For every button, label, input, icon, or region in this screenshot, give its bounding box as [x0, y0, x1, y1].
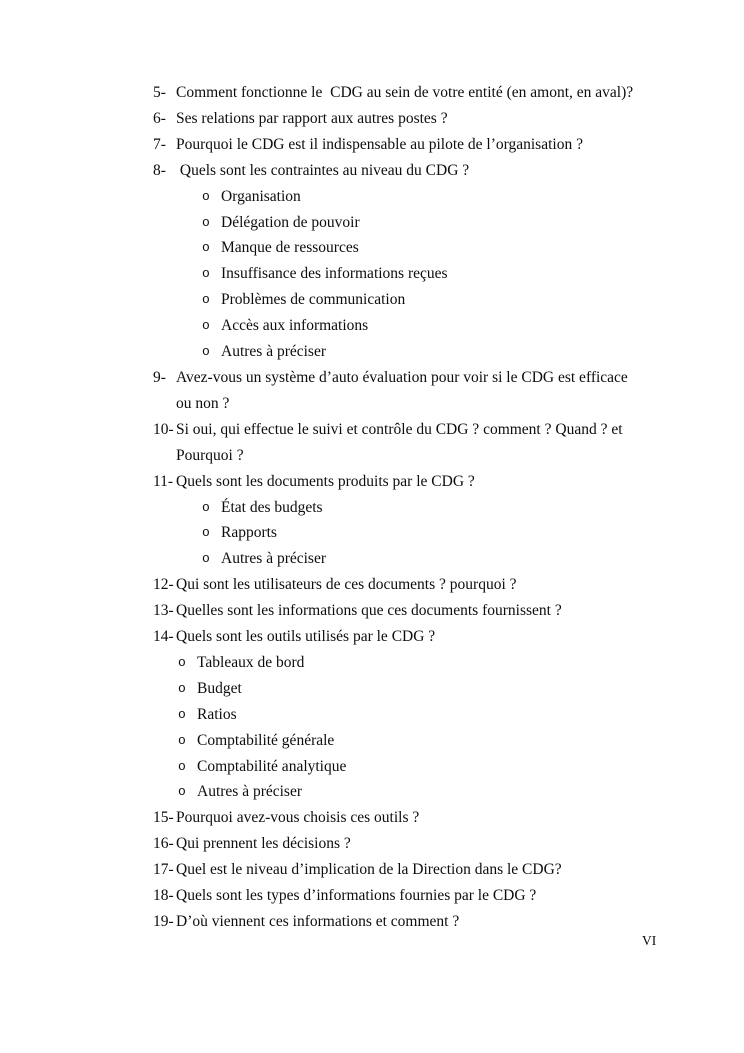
- option-item: [202, 210, 635, 236]
- question-item-18: [153, 883, 635, 909]
- option-item: [178, 676, 635, 702]
- question-number: 12-: [153, 576, 174, 594]
- option-text: Tableaux de bord: [197, 653, 305, 671]
- circle-bullet-icon: o: [202, 344, 210, 360]
- option-text: Délégation de pouvoir: [221, 213, 360, 231]
- question-text: Qui sont les utilisateurs de ces documents ? pourquoi ?: [176, 576, 517, 594]
- question-text: Comment fonctionne le CDG au sein de votre entité (en amont, en aval)?: [176, 84, 634, 101]
- question-number: 18-: [153, 887, 174, 905]
- option-text: Ratios: [197, 705, 237, 723]
- question-number: 14-: [153, 628, 174, 646]
- circle-bullet-icon: o: [202, 266, 210, 282]
- option-text: Comptabilité générale: [197, 731, 335, 749]
- option-text: Rapports: [221, 524, 277, 542]
- questionnaire-list: [153, 80, 635, 935]
- page-number: VI: [642, 933, 657, 948]
- option-text: Autres à préciser: [221, 343, 327, 361]
- option-item: [178, 728, 635, 754]
- question-number: 5-: [153, 84, 166, 101]
- circle-bullet-icon: o: [202, 214, 210, 230]
- option-item: [202, 495, 635, 521]
- question-item-9: [153, 365, 635, 417]
- circle-bullet-icon: o: [178, 732, 186, 748]
- question-text: D’où viennent ces informations et comment ?: [176, 913, 460, 930]
- option-item: [202, 313, 635, 339]
- question-number: 7-: [153, 135, 166, 153]
- question-item-7: [153, 132, 635, 158]
- question-item-13: [153, 598, 635, 624]
- question-text: Qui prennent les décisions ?: [176, 835, 351, 853]
- question-text: Quels sont les outils utilisés par le CDG ?: [176, 628, 436, 646]
- option-text: État des budgets: [221, 498, 323, 516]
- question-item-16: [153, 831, 635, 857]
- option-text: Autres à préciser: [221, 550, 327, 568]
- option-item: [178, 779, 635, 805]
- option-item: [202, 520, 635, 546]
- question-number: 16-: [153, 835, 174, 853]
- question-number: 8-: [153, 161, 166, 179]
- question-item-11: [153, 469, 635, 495]
- circle-bullet-icon: o: [178, 654, 186, 670]
- option-item: [178, 702, 635, 728]
- circle-bullet-icon: o: [202, 551, 210, 567]
- question-item-19: [153, 909, 635, 935]
- question-text: Pourquoi avez-vous choisis ces outils ?: [176, 809, 420, 827]
- circle-bullet-icon: o: [202, 499, 210, 515]
- option-text: Comptabilité analytique: [197, 757, 347, 775]
- circle-bullet-icon: o: [178, 784, 186, 800]
- question-item-10: [153, 417, 635, 469]
- option-item: [202, 287, 635, 313]
- circle-bullet-icon: o: [202, 525, 210, 541]
- question-item-12: [153, 572, 635, 598]
- question-text: Si oui, qui effectue le suivi et contrôle du CDG ? comment ? Quand ? et Pourquoi ?: [176, 420, 627, 464]
- circle-bullet-icon: o: [178, 680, 186, 696]
- option-list-q14: [178, 650, 635, 805]
- question-item-6: [153, 106, 635, 132]
- option-list-q8: [202, 184, 635, 365]
- question-item-5: [153, 80, 635, 106]
- question-number: 17-: [153, 861, 174, 879]
- question-text: Quelles sont les informations que ces documents fournissent ?: [176, 602, 562, 620]
- option-text: Insuffisance des informations reçues: [221, 265, 448, 283]
- question-item-14: [153, 624, 635, 650]
- question-number: 13-: [153, 602, 174, 620]
- question-text: Quels sont les documents produits par le CDG ?: [176, 472, 475, 490]
- option-item: [202, 546, 635, 572]
- question-text: Quels sont les types d’informations fournies par le CDG ?: [176, 887, 537, 905]
- option-item: [178, 650, 635, 676]
- question-text: Pourquoi le CDG est il indispensable au pilote de l’organisation ?: [176, 135, 583, 153]
- question-text: Quels sont les contraintes au niveau du CDG ?: [176, 161, 470, 179]
- question-text: Avez-vous un système d’auto évaluation pour voir si le CDG est efficace ou non ?: [176, 368, 632, 412]
- circle-bullet-icon: o: [178, 758, 186, 774]
- option-item: [202, 261, 635, 287]
- question-text: Quel est le niveau d’implication de la Direction dans le CDG?: [176, 861, 562, 879]
- circle-bullet-icon: o: [202, 240, 210, 256]
- option-text: Organisation: [221, 187, 301, 205]
- circle-bullet-icon: o: [178, 706, 186, 722]
- option-item: [202, 184, 635, 210]
- option-item: [178, 754, 635, 780]
- option-item: [202, 235, 635, 261]
- question-item-8: [153, 158, 635, 184]
- question-number: 19-: [153, 913, 174, 930]
- question-number: 9-: [153, 368, 166, 386]
- circle-bullet-icon: o: [202, 292, 210, 308]
- question-item-15: [153, 805, 635, 831]
- question-number: 15-: [153, 809, 174, 827]
- option-text: Problèmes de communication: [221, 291, 406, 309]
- option-item: [202, 339, 635, 365]
- question-number: 6-: [153, 109, 166, 127]
- circle-bullet-icon: o: [202, 318, 210, 334]
- option-text: Budget: [197, 679, 242, 697]
- question-item-17: [153, 857, 635, 883]
- option-list-q11: [202, 495, 635, 573]
- option-text: Autres à préciser: [197, 783, 303, 801]
- question-number: 11-: [153, 472, 174, 490]
- option-text: Accès aux informations: [221, 317, 369, 335]
- option-text: Manque de ressources: [221, 239, 359, 257]
- question-text: Ses relations par rapport aux autres postes ?: [176, 109, 448, 127]
- circle-bullet-icon: o: [202, 188, 210, 204]
- question-number: 10-: [153, 420, 174, 438]
